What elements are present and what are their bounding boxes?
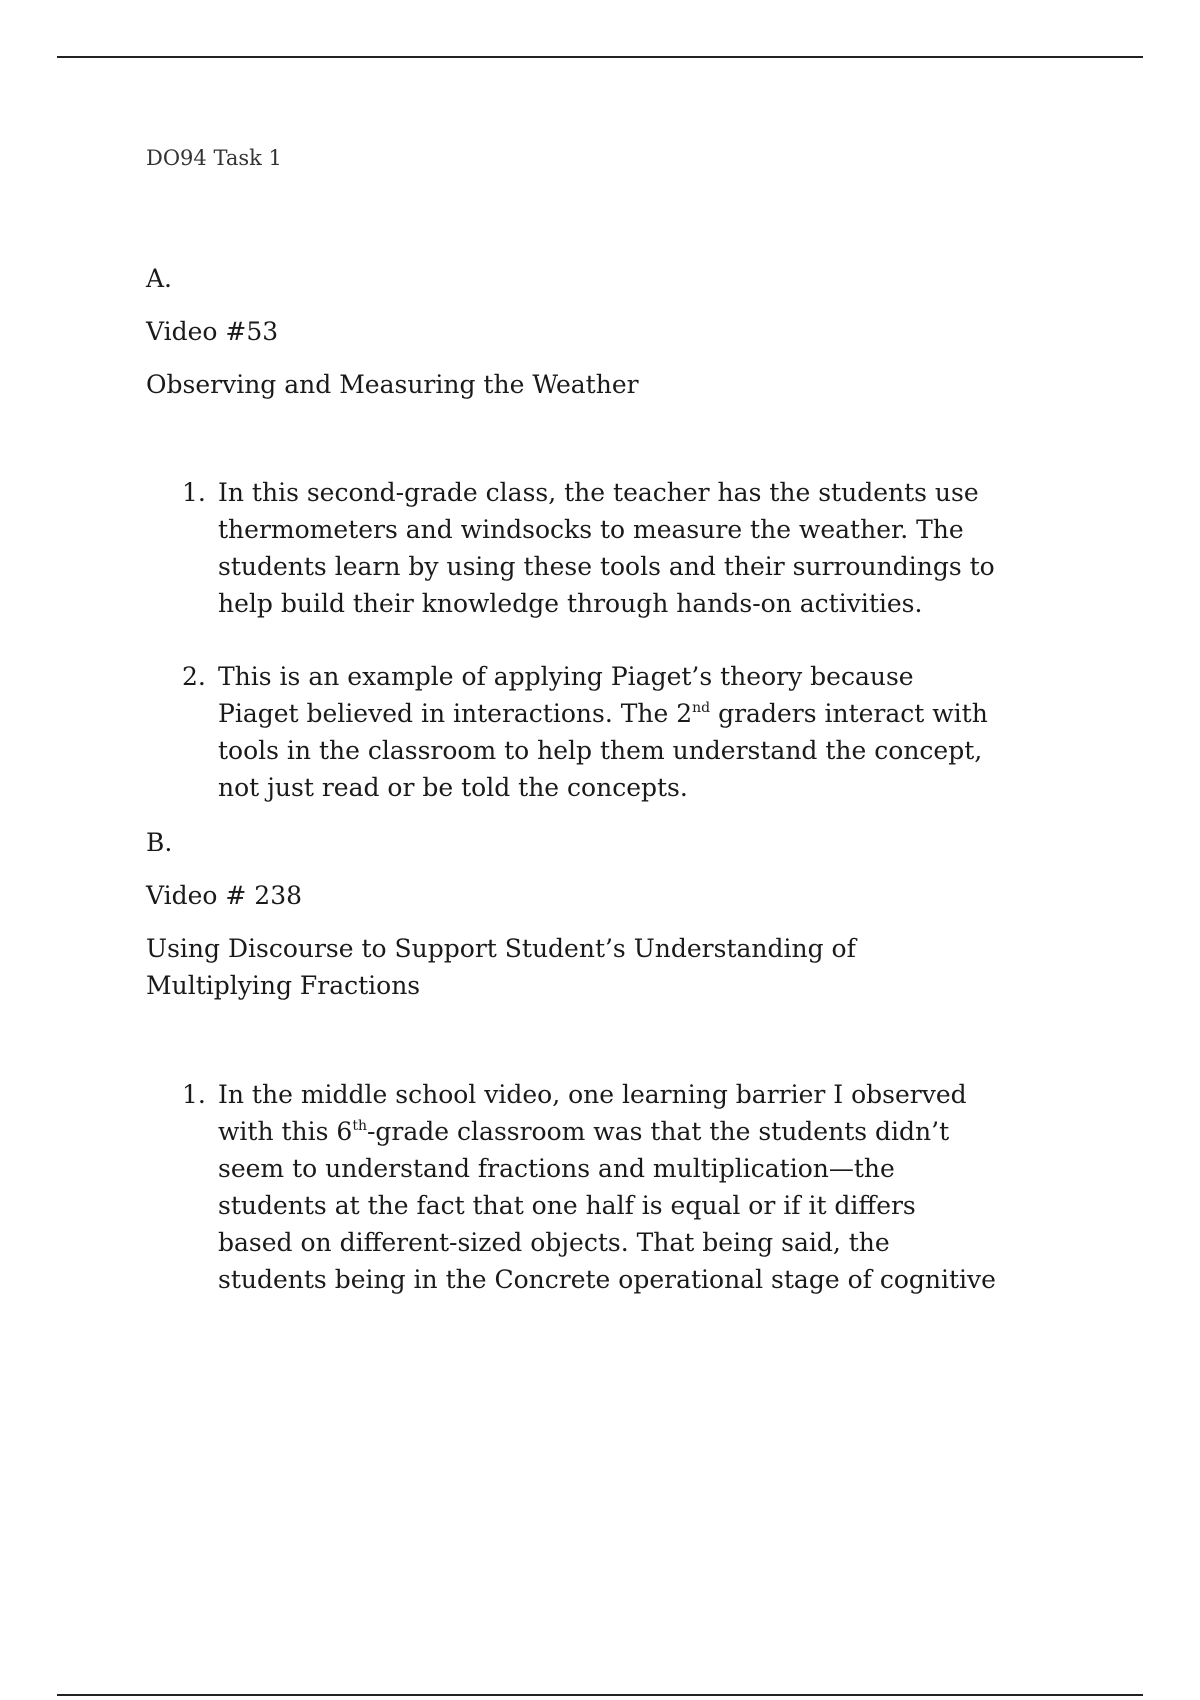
paragraph-line: not just read or be told the concepts. — [218, 773, 688, 802]
paragraph-line: This is an example of applying Piaget’s theory because — [218, 662, 914, 691]
section-b-label: B. — [146, 828, 173, 857]
paragraph-line: students being in the Concrete operational stage of cognitive — [218, 1265, 996, 1294]
paragraph-line: Piaget believed in interactions. The 2nd graders interact with — [218, 699, 988, 728]
bottom-rule — [57, 1694, 1143, 1696]
paragraph-line: tools in the classroom to help them understand the concept, — [218, 736, 983, 765]
paragraph-line: based on different-sized objects. That being said, the — [218, 1228, 890, 1257]
ordinal-suffix: nd — [692, 700, 711, 716]
section-b-title-line-1: Using Discourse to Support Student’s Understanding of — [146, 934, 856, 963]
top-rule — [57, 56, 1143, 58]
section-b-title-line-2: Multiplying Fractions — [146, 971, 421, 1000]
list-number: 1. — [182, 478, 206, 507]
paragraph-line: In the middle school video, one learning barrier I observed — [218, 1080, 967, 1109]
section-a-title: Observing and Measuring the Weather — [146, 370, 639, 399]
list-number: 2. — [182, 662, 206, 691]
section-a-item-1 — [182, 474, 1118, 622]
paragraph-line: seem to understand fractions and multiplication—the — [218, 1154, 895, 1183]
ordinal-suffix: th — [352, 1118, 367, 1134]
section-b-item-1 — [182, 1076, 1118, 1298]
section-a-video: Video #53 — [146, 317, 279, 346]
document-header: DO94 Task 1 — [146, 146, 282, 170]
section-a-label: A. — [146, 264, 173, 293]
list-number: 1. — [182, 1080, 206, 1109]
paragraph-line: In this second-grade class, the teacher has the students use — [218, 478, 979, 507]
paragraph-line: with this 6th-grade classroom was that the students didn’t — [218, 1117, 950, 1146]
paragraph-line: help build their knowledge through hands-on activities. — [218, 589, 923, 618]
paragraph-line: students learn by using these tools and their surroundings to — [218, 552, 995, 581]
paragraph-line: thermometers and windsocks to measure the weather. The — [218, 515, 964, 544]
section-b-video: Video # 238 — [146, 881, 303, 910]
paragraph-line: students at the fact that one half is equal or if it differs — [218, 1191, 916, 1220]
section-a-item-2 — [182, 658, 1118, 806]
